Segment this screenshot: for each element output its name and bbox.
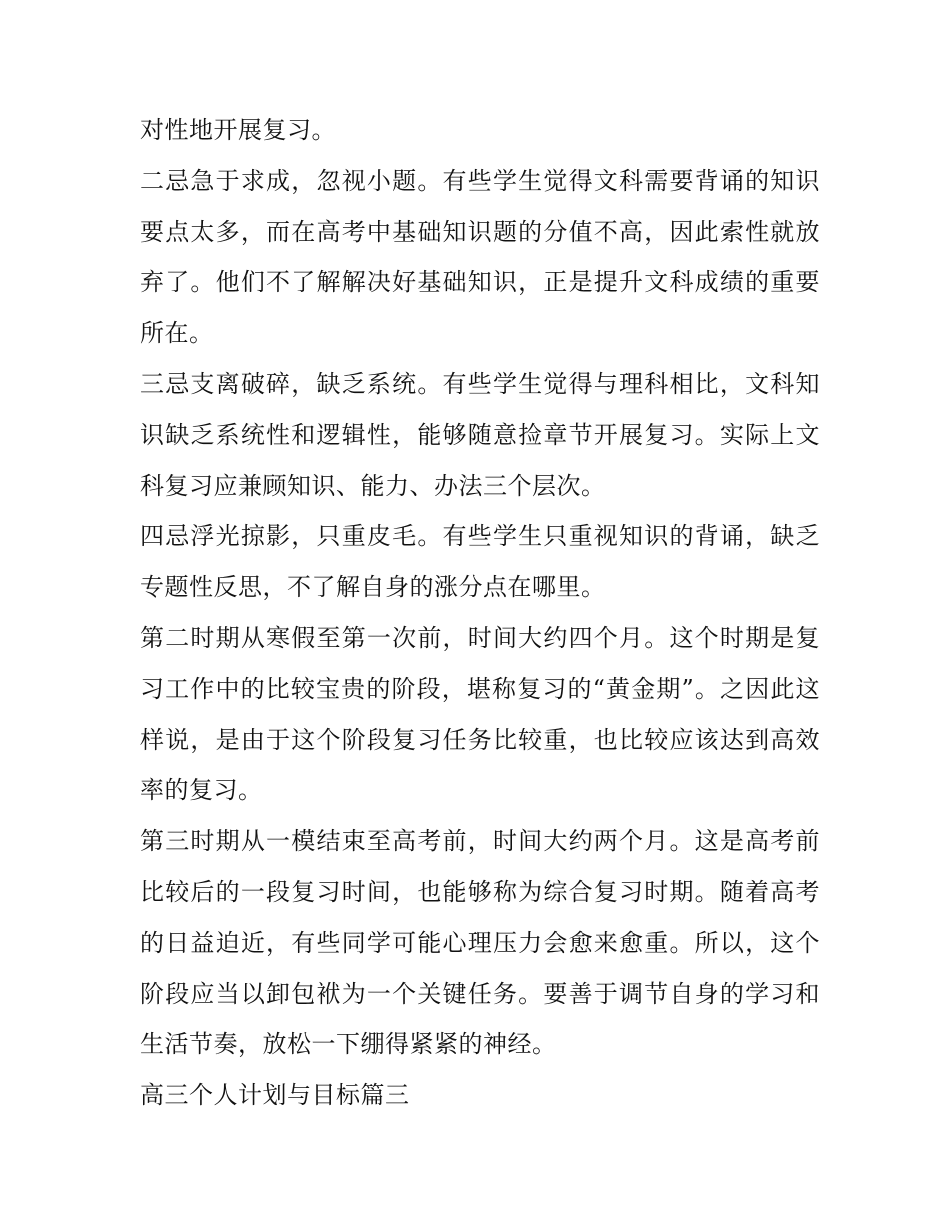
paragraph-continued: 对性地开展复习。 <box>140 116 336 144</box>
paragraph-taboo-two: 二忌急于求成，忽视小题。有些学生觉得文科需要背诵的知识要点太多，而在高考中基础知识题的分值不高，因此索性就放弃了。他们不了解解决好基础知识，正是提升文科成绩的重要所在。 <box>140 166 820 348</box>
document-body <box>140 105 820 1121</box>
paragraph-taboo-three: 三忌支离破碎，缺乏系统。有些学生觉得与理科相比，文科知识缺乏系统性和逻辑性，能够随意捡章节开展复习。实际上文科复习应兼顾知识、能力、办法三个层次。 <box>140 369 820 500</box>
paragraph-period-three: 第三时期从一模结束至高考前，时间大约两个月。这是高考前比较后的一段复习时间，也能够称为综合复习时期。随着高考的日益迫近，有些同学可能心理压力会愈来愈重。所以，这个阶段应当以卸包袱为一个关键任务。要善于调节自身的学习和生活节奏，放松一下绷得紧紧的神经。 <box>140 827 820 1059</box>
section-heading: 高三个人计划与目标篇三 <box>140 1081 410 1110</box>
paragraph-period-two: 第二时期从寒假至第一次前，时间大约四个月。这个时期是复习工作中的比较宝贵的阶段，堪称复习的“黄金期”。之因此这样说，是由于这个阶段复习任务比较重，也比较应该达到高效率的复习。 <box>140 623 820 805</box>
paragraph-taboo-four: 四忌浮光掠影，只重皮毛。有些学生只重视知识的背诵，缺乏专题性反思，不了解自身的涨分点在哪里。 <box>140 522 820 602</box>
